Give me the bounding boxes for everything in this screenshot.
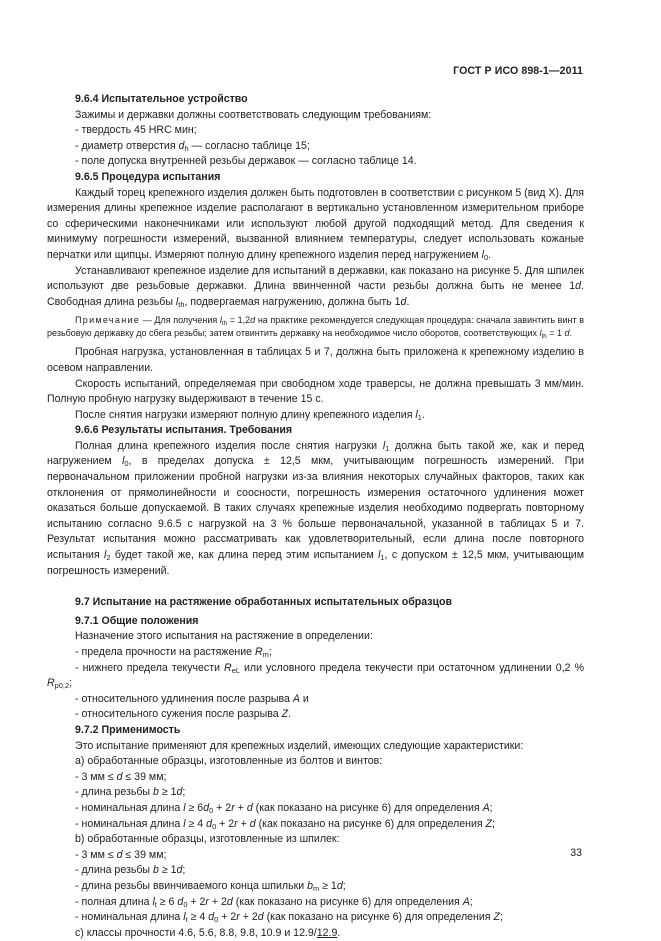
list-item: - относительного удлинения после разрыва A и [75,692,309,705]
section-heading-9-6-4: 9.6.4 Испытательное устройство [75,93,248,105]
list-item: b) обработанные образцы, изготовленные из шпилек: [75,833,340,846]
note-paragraph: Примечание — Для получения $l_{th} = 1,2d$ на практике рекомендуется следующая процедура: сначала завинтить винт в резьбовую державку до сбега резьбы; затем отвинтить державку на необходимое число оборотов, соответствующих $l_{th} = 1$ d. [47,315,584,340]
list-item: - длина резьбы b ≥ 1d; [75,786,186,799]
section-heading-9-7: 9.7 Испытание на растяжение обработанных испытательных образцов [75,596,453,609]
paragraph: Устанавливают крепежное изделие для испытаний в державки, как показано на рисунке 5. Для шпилек используют две резьбовые державки. Длина ввинченной части резьбы должна быть не менее 1d. Свободная длина резьбы $l_{th}$, подвергаемая нагружению, должна быть 1d. [47,264,584,309]
paragraph: Назначение этого испытания на растяжение в определении: [75,630,373,643]
section-heading-9-7-1: 9.7.1 Общие положения [75,614,199,627]
paragraph: После снятия нагрузки измеряют полную длину крепежного изделия $l_1$. [75,408,425,422]
list-item: - номинальная длина $l_t \ge 4$ $d_0 + 2r + 2d$ (как показано на рисунке 6) для определения Z; [75,911,503,925]
list-item: - предела прочности на растяжение $R_m$; [75,646,272,659]
list-item: - поле допуска внутренней резьбы державок — согласно таблице 14. [75,155,417,168]
list-item: а) обработанные образцы, изготовленные из болтов и винтов: [75,755,383,768]
list-item: - нижнего предела текучести $R_{eL}$ или условного предела текучести при остаточном удлинении 0,2 % $R_{p0,2}$; [47,661,584,691]
paragraph: Полная длина крепежного изделия после снятия нагрузки $l_1$ должна быть такой же, как и перед нагружением $l_0$, в пределах допуска ± 12,5 мкм, учитывающим погрешность измерений. При первоначальном приложении пробной нагрузки из-за влияния некоторых случайных факторов, таких как отклонения от прямолинейности и соосности, погрешность измерения остаточного удлинения может оказаться больше допускаемой. В таких случаях крепежные изделия необходимо подвергать повторному испытанию согласно 9.6.5 с нагрузкой на 3 % больше первоначальной, указанной в таблицах 5 и 7. Результат испытания можно рассматривать как удовлетворительный, если длина после повторного испытания $l_2$ будет такой же, как длина перед этим испытанием $l_1$, с допуском ± 12,5 мкм, учитывающим погрешность измерений. [47,439,585,577]
paragraph: Пробная нагрузка, установленная в таблицах 5 и 7, должна быть приложена к крепежному изделию в осевом направлении. [47,346,584,374]
list-item: - твердость 45 HRC мин; [75,124,197,137]
list-item: - номинальная длина l ≥ 4 $d_0 + 2r + d$ (как показано на рисунке 6) для определения Z; [75,817,495,831]
list-item: - длина резьбы b ≥ 1d; [75,864,186,877]
section-heading-9-6-5: 9.6.5 Процедура испытания [75,170,221,183]
list-item: - номинальная длина $l \ge 6d_0 + 2r + d$ (как показано на рисунке 6) для определения A; [75,801,493,815]
section-heading-9-6-6: 9.6.6 Результаты испытания. Требования [75,424,293,437]
list-item: - длина резьбы ввинчиваемого конца шпильки $b_m \ge 1d$; [75,879,346,893]
note-label: Примечание [75,315,141,326]
paragraph: Зажимы и державки должны соответствовать следующим требованиям: [75,108,432,121]
paragraph: Каждый торец крепежного изделия должен быть подготовлен в соответствии с рисунком 5 (вид X). Для измерения длины крепежное изделие располагают в вертикально установленном измерительном приборе со сферическими наконечниками или используют любой другой подходящий метод. Для сведения к минимуму погрешности измерений, вызванной влиянием температуры, следует использовать кожаные перчатки или щипцы. Измеряют полную длину крепежного изделия перед нагружением $l_0$. [47,186,584,262]
list-item: - полная длина $l_t \ge 6$ $d_0 + 2r + 2d$ (как показано на рисунке 6) для определения A; [75,895,473,909]
list-item: - диаметр отверстия $d_h$ — согласно таблице 15; [75,139,310,153]
list-item: - 3 мм ≤ d ≤ 39 мм; [75,848,167,861]
page-number: 33 [570,847,582,859]
document-header: ГОСТ Р ИСО 898-1—2011 [453,65,583,77]
paragraph: Скорость испытаний, определяемая при свободном ходе траверсы, не должна превышать 3 мм/мин. Полную пробную нагрузку выдерживают в течение 15 с. [47,377,584,406]
list-item: - 3 мм ≤ d ≤ 39 мм; [75,770,167,783]
paragraph: Это испытание применяют для крепежных изделий, имеющих следующие характеристики: [75,739,524,752]
list-item: - относительного сужения после разрыва Z. [75,708,292,721]
list-item: с) классы прочности 4.6, 5.6, 8.8, 9.8, 10.9 и 12.9/12.9. [75,926,341,939]
page-content [47,92,584,941]
section-heading-9-7-2: 9.7.2 Применимость [75,723,181,736]
